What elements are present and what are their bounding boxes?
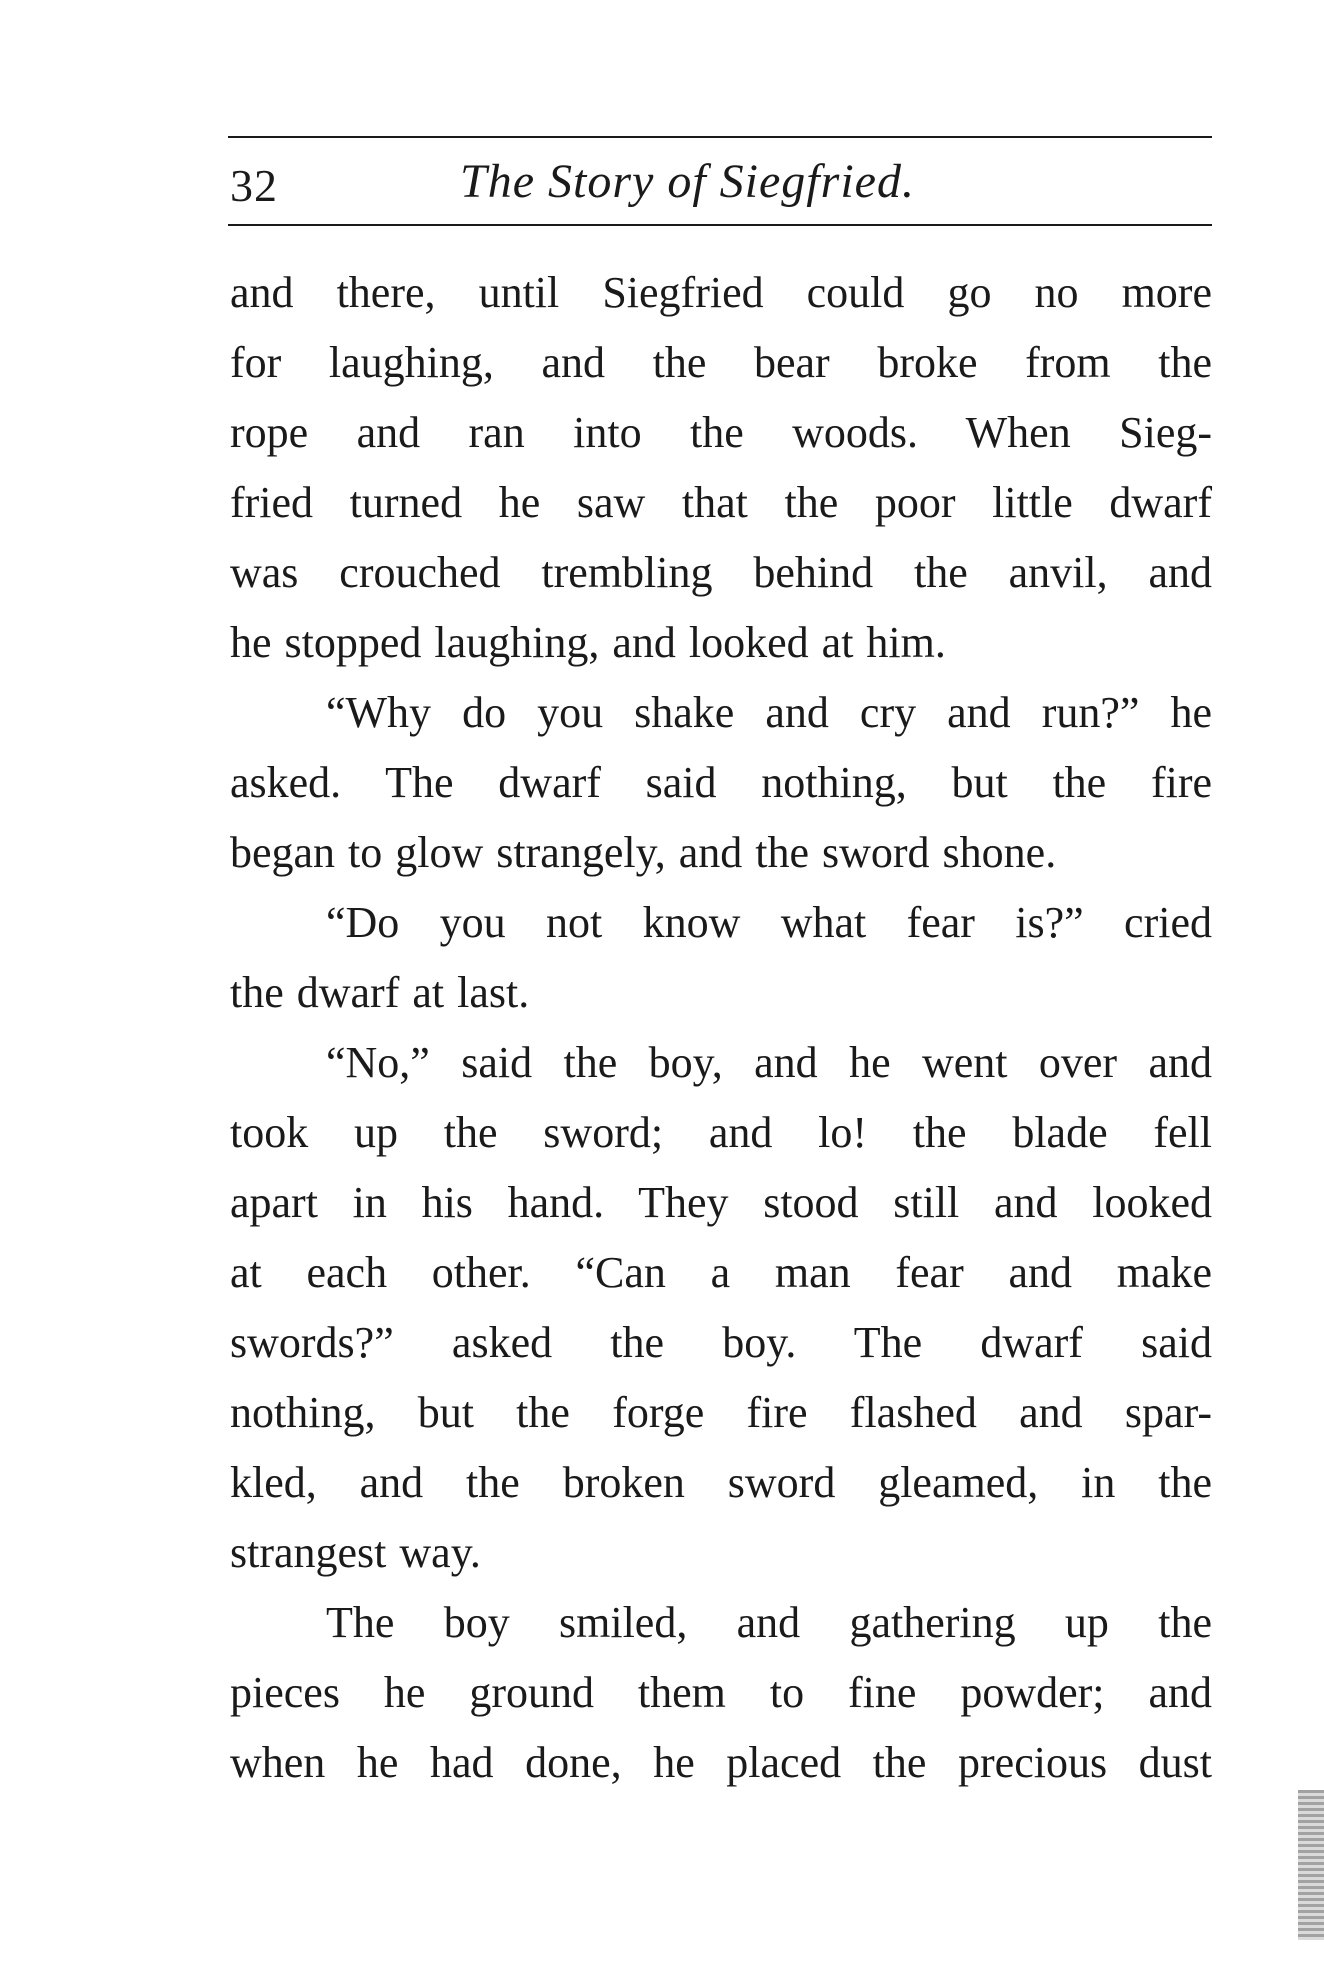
header-top-rule [228, 136, 1212, 138]
text-line: took up the sword; and lo! the blade fell [230, 1108, 1212, 1157]
header-bottom-rule [228, 224, 1212, 226]
text-line: swords?” asked the boy. The dwarf said [230, 1318, 1212, 1367]
text-line: asked. The dwarf said nothing, but the fire [230, 758, 1212, 807]
page-number: 32 [230, 160, 278, 211]
text-line: and there, until Siegfried could go no more [230, 268, 1212, 317]
text-line: for laughing, and the bear broke from the [230, 338, 1212, 387]
text-line: began to glow strangely, and the sword shone. [230, 828, 1057, 877]
running-title: The Story of Siegfried. [460, 155, 915, 208]
text-line: was crouched trembling behind the anvil, and [230, 548, 1212, 597]
text-line: strangest way. [230, 1528, 481, 1577]
text-line: nothing, but the forge fire flashed and spar- [230, 1388, 1212, 1437]
text-line: kled, and the broken sword gleamed, in the [230, 1458, 1212, 1507]
text-line: “Why do you shake and cry and run?” he [326, 688, 1212, 737]
text-line: “Do you not know what fear is?” cried [326, 898, 1212, 947]
text-line: The boy smiled, and gathering up the [326, 1598, 1212, 1647]
text-line: rope and ran into the woods. When Sieg- [230, 408, 1212, 457]
text-line: apart in his hand. They stood still and looked [230, 1178, 1212, 1227]
body-text [230, 258, 1212, 1798]
text-line: he stopped laughing, and looked at him. [230, 618, 946, 667]
scan-edge-artifact [1298, 1790, 1324, 1940]
text-line: fried turned he saw that the poor little dwarf [230, 478, 1212, 527]
text-line: at each other. “Can a man fear and make [230, 1248, 1212, 1297]
text-line: “No,” said the boy, and he went over and [326, 1038, 1212, 1087]
text-line: when he had done, he placed the precious dust [230, 1738, 1212, 1787]
text-line: the dwarf at last. [230, 968, 530, 1017]
text-line: pieces he ground them to fine powder; and [230, 1668, 1212, 1717]
